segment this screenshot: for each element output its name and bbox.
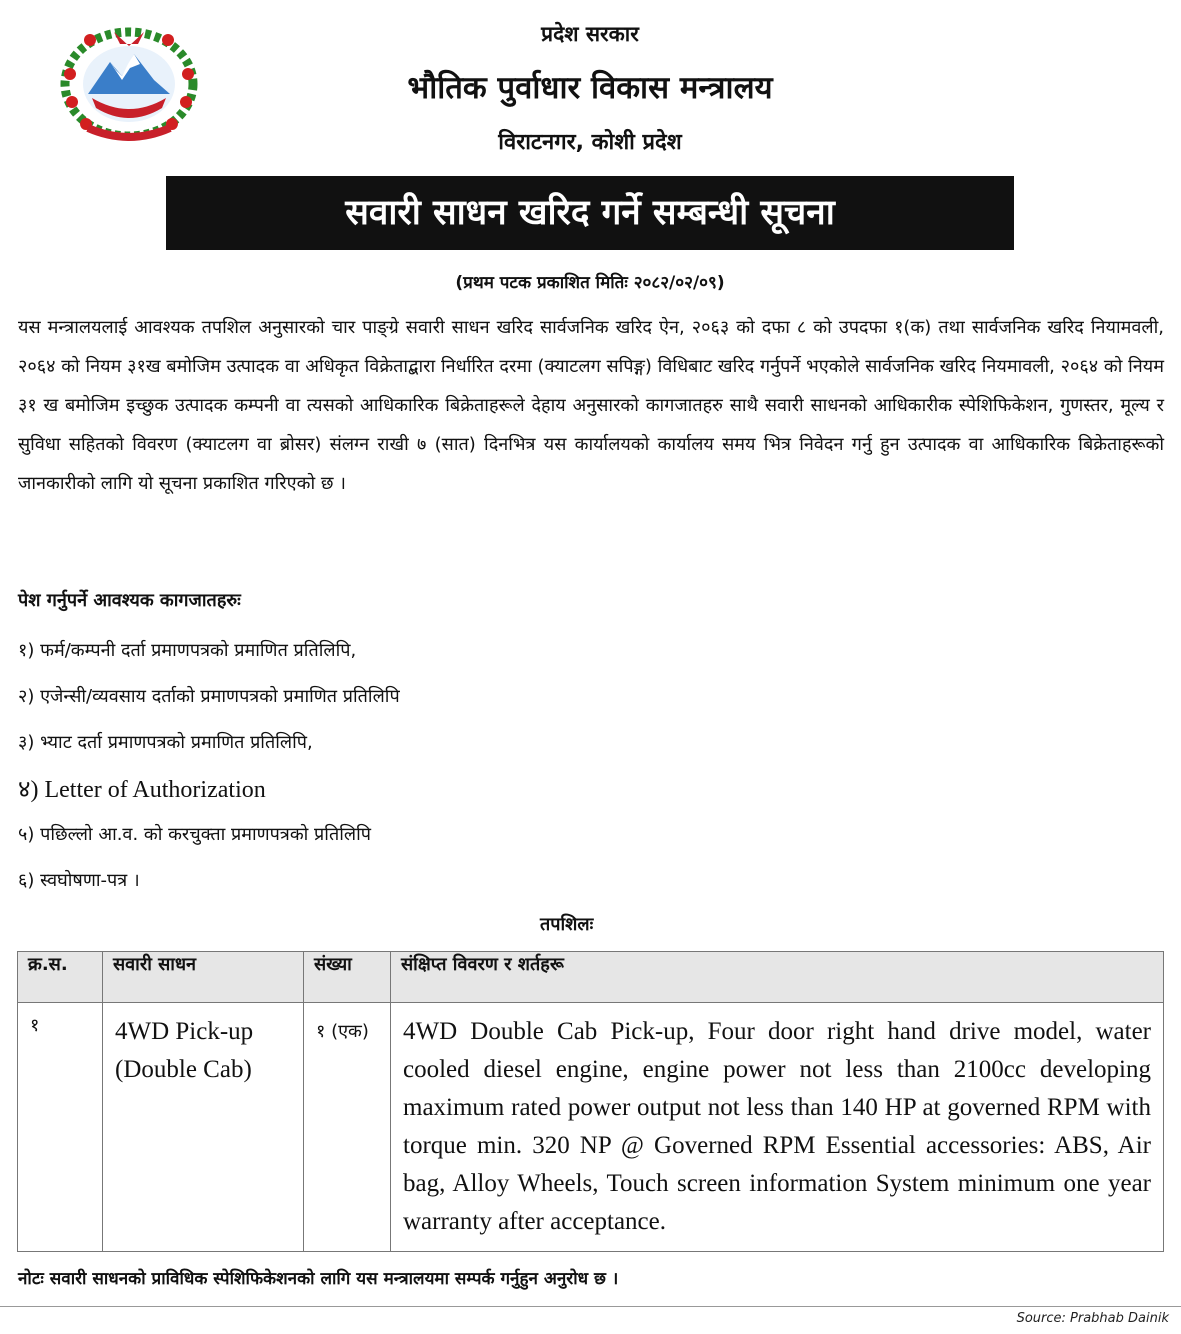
header-vehicle: सवारी साधन (103, 952, 304, 1003)
document-item: १) फर्म/कम्पनी दर्ता प्रमाणपत्रको प्रमाणित प्रतिलिपि, (18, 640, 357, 661)
cell-vehicle: 4WD Pick-up (Double Cab) (103, 1003, 304, 1252)
ministry-location: विराटनगर, कोशी प्रदेश (498, 130, 682, 155)
table-caption: तपशिलः (540, 914, 594, 935)
header-description: संक्षिप्त विवरण र शर्तहरू (391, 952, 1164, 1003)
table-header-row (18, 952, 1164, 1003)
cell-quantity: १ (एक) (304, 1003, 391, 1252)
document-item: ३) भ्याट दर्ता प्रमाणपत्रको प्रमाणित प्रतिलिपि, (18, 732, 313, 753)
documents-heading: पेश गर्नुपर्ने आवश्यक कागजातहरुः (18, 590, 241, 611)
notice-title: सवारी साधन खरिद गर्ने सम्बन्धी सूचना (166, 176, 1014, 250)
intro-paragraph: यस मन्त्रालयलाई आवश्यक तपशिल अनुसारको चार पाङ्ग्रे सवारी साधन खरिद सार्वजनिक खरिद ऐन, २०६३ को दफा ८ को उपदफा १(क) तथा सार्वजनिक खरिद नियामवली, २०६४ को नियम ३१ख बमोजिम उत्पादक वा अधिकृत विक्रेताद्बारा निर्धारित दरमा (क्याटलग सपिङ्ग) विधिबाट खरिद गर्नुपर्ने भएकोले सार्वजनिक खरिद नियमावली, २०६४ को नियम ३१ ख बमोजिम इच्छुक उत्पादक कम्पनी वा त्यसको आधिकारिक बिक्रेताहरूले देहाय अनुसारको कागजातहरु साथै सवारी साधनको आधिकारीक स्पेशिफिकेशन, गुणस्तर, मूल्य र सुविधा सहितको विवरण (क्याटलग वा ब्रोसर) संलग्न राखी ७ (सात) दिनभित्र यस कार्यालयको कार्यालय समय भित्र निवेदन गर्नु हुन उत्पादक वा आधिकारिक बिक्रेताहरूको जानकारीको लागि यो सूचना प्रकाशित गरिएको छ । (18, 317, 1164, 494)
cell-description: 4WD Double Cab Pick-up, Four door right hand drive model, water cooled diesel engine, engine power not less than 2100cc developing maximum rated power output not less than 140 HP at governed RPM with torque min. 320 NP @ Governed RPM Essential accessories: ABS, Air bag, Alloy Wheels, Touch screen information System minimum one year warranty after acceptance. (391, 1003, 1164, 1252)
divider (0, 1306, 1181, 1307)
ministry-name: भौतिक पुर्वाधार विकास मन्त्रालय (407, 70, 773, 106)
cell-serial: १ (18, 1003, 103, 1252)
header-quantity: संख्या (304, 952, 391, 1003)
footer-note: नोटः सवारी साधनको प्राविधिक स्पेशिफिकेशनको लागि यस मन्त्रालयमा सम्पर्क गर्नुहुन अनुरोध छ । (18, 1269, 619, 1289)
document-item: ५) पछिल्लो आ.व. को करचुक्ता प्रमाणपत्रको प्रतिलिपि (18, 824, 371, 845)
source-credit: Source: Prabhab Dainik (1016, 1311, 1169, 1326)
table-row (18, 1003, 1164, 1252)
published-date: (प्रथम पटक प्रकाशित मितिः २०८२/०२/०९) (455, 273, 725, 293)
government-label: प्रदेश सरकार (541, 22, 639, 46)
vehicle-table (17, 951, 1164, 1252)
document-item: २) एजेन्सी/व्यवसाय दर्ताको प्रमाणपत्रको प्रमाणित प्रतिलिपि (18, 686, 400, 707)
document-item: ६) स्वघोषणा-पत्र । (18, 870, 140, 891)
document-item: ४) Letter of Authorization (18, 777, 266, 803)
header-serial: क्र.स. (18, 952, 103, 1003)
